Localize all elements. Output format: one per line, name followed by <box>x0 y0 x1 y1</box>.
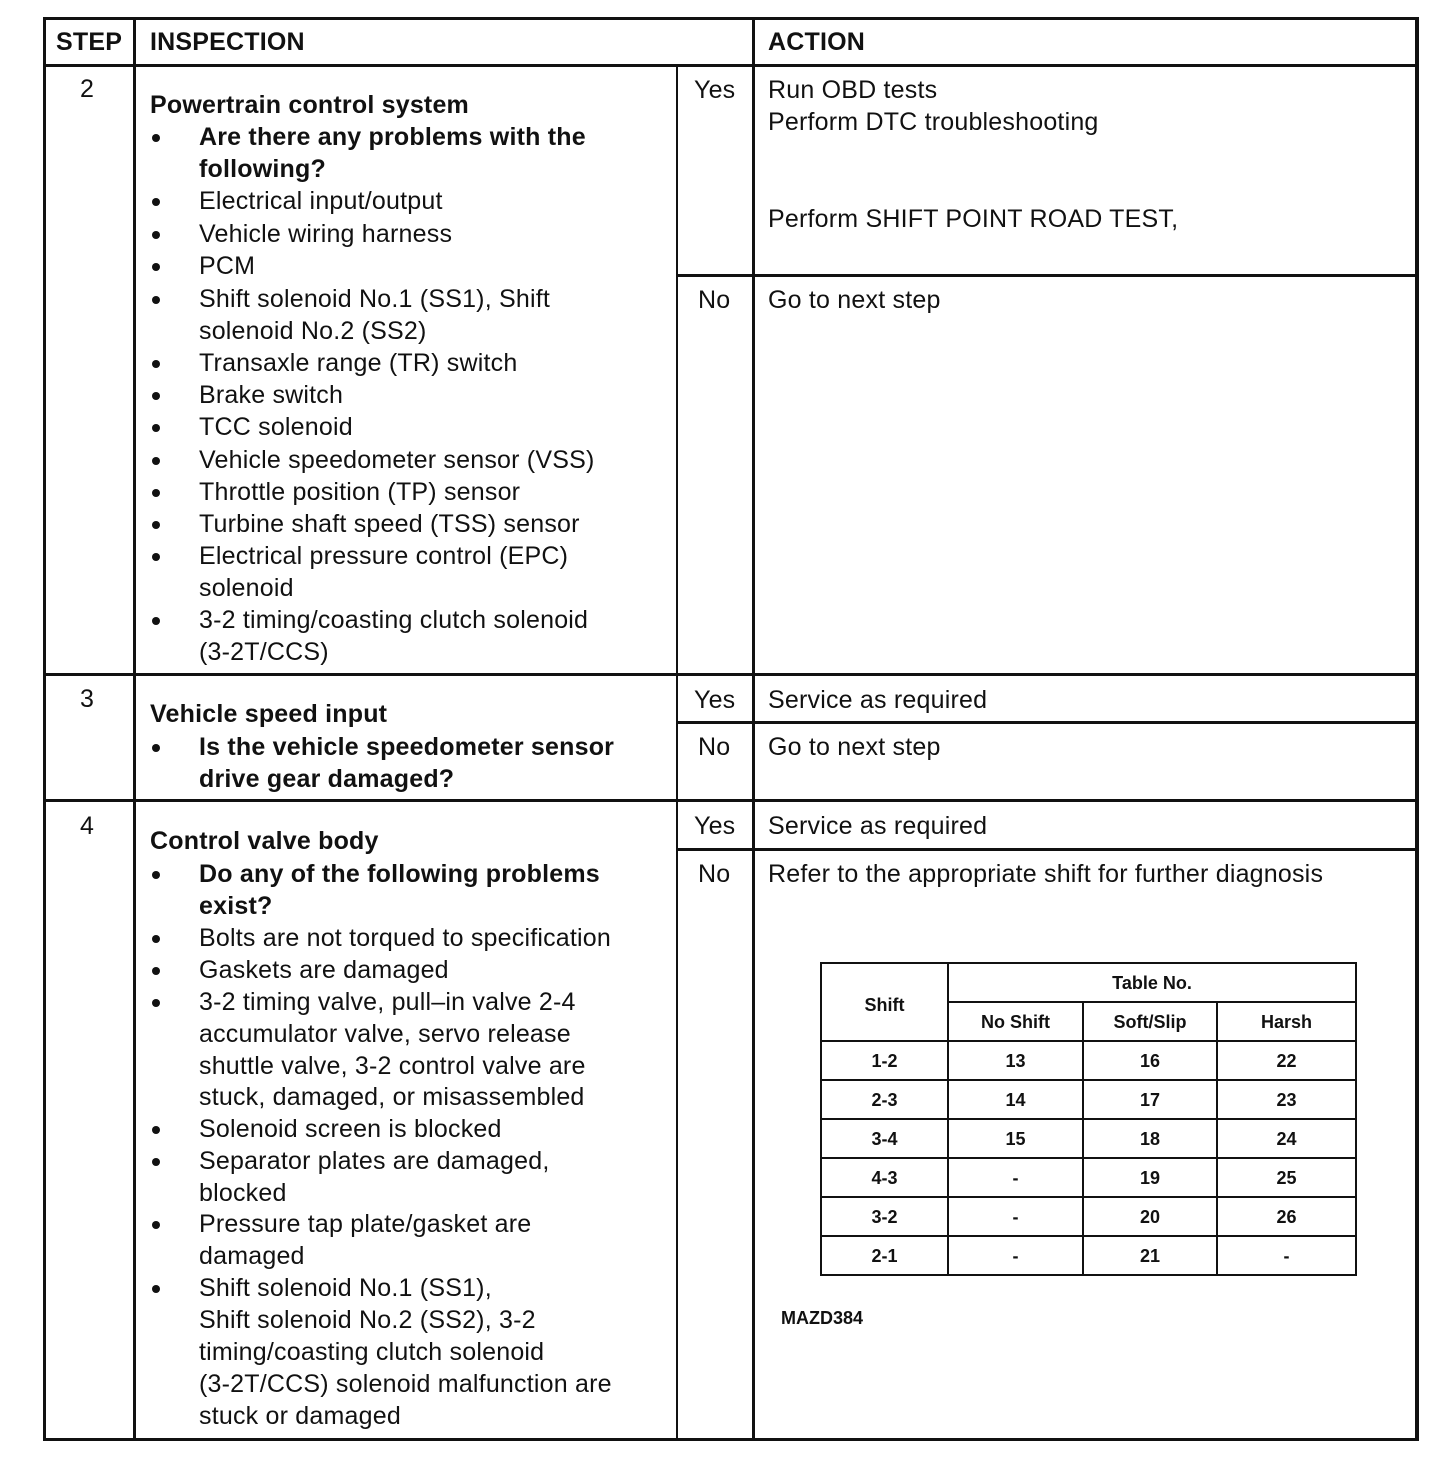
bullet-icon <box>152 231 160 239</box>
list-item: Shift solenoid No.1 (SS1), Shift <box>199 285 551 313</box>
list-item: blocked <box>199 1179 287 1207</box>
bullet-icon <box>152 489 160 497</box>
bullet-icon <box>152 617 160 625</box>
cell-soft-slip: 18 <box>1139 1129 1161 1149</box>
shift-column-header: Shift <box>864 995 905 1015</box>
header-inspection: INSPECTION <box>150 28 305 56</box>
column-header-soft-slip: Soft/Slip <box>1113 1012 1187 1032</box>
no-label: No <box>698 733 731 761</box>
inspection-question: Do any of the following problems <box>199 860 600 888</box>
cell-harsh: 23 <box>1276 1090 1297 1110</box>
step-number: 3 <box>80 685 95 713</box>
yes-label: Yes <box>694 686 736 714</box>
cell-harsh: 25 <box>1276 1168 1297 1188</box>
list-item: Shift solenoid No.1 (SS1), <box>199 1274 492 1302</box>
column-header-harsh: Harsh <box>1260 1012 1313 1032</box>
inspection-question: drive gear damaged? <box>199 765 455 793</box>
cell-harsh: 26 <box>1276 1207 1297 1227</box>
inspection-question: following? <box>199 155 326 183</box>
bullet-icon <box>152 392 160 400</box>
figure-id: MAZD384 <box>781 1308 864 1328</box>
bullet-icon <box>152 198 160 206</box>
cell-soft-slip: 20 <box>1139 1207 1161 1227</box>
list-item: Vehicle wiring harness <box>199 220 453 248</box>
list-item: TCC solenoid <box>199 413 353 441</box>
list-item: damaged <box>199 1242 305 1270</box>
bullet-icon <box>152 521 160 529</box>
inspection-question: exist? <box>199 892 273 920</box>
list-item: 3-2 timing/coasting clutch solenoid <box>199 606 589 634</box>
step-number: 2 <box>80 75 95 103</box>
cell-no-shift: - <box>1012 1168 1019 1188</box>
list-item: stuck, damaged, or misassembled <box>199 1083 585 1111</box>
yes-label: Yes <box>694 76 736 104</box>
list-item: solenoid No.2 (SS2) <box>199 317 427 345</box>
bullet-icon <box>152 1126 160 1134</box>
no-action: Refer to the appropriate shift for further diagnosis <box>768 860 1324 888</box>
yes-action: Service as required <box>768 686 988 714</box>
bullet-icon <box>152 1285 160 1293</box>
step-number: 4 <box>80 812 95 840</box>
no-action: Go to next step <box>768 733 941 761</box>
yes-action: Perform SHIFT POINT ROAD TEST, <box>768 205 1179 233</box>
header-action: ACTION <box>768 28 866 56</box>
cell-soft-slip: 19 <box>1139 1168 1161 1188</box>
cell-shift: 1-2 <box>871 1051 898 1071</box>
bullet-icon <box>152 424 160 432</box>
bullet-icon <box>152 134 160 142</box>
yes-action: Perform DTC troubleshooting <box>768 108 1099 136</box>
list-item: (3-2T/CCS) solenoid malfunction are <box>199 1370 612 1398</box>
list-item: 3-2 timing valve, pull–in valve 2-4 <box>199 988 576 1016</box>
cell-shift: 2-1 <box>871 1246 898 1266</box>
list-item: shuttle valve, 3-2 control valve are <box>199 1052 586 1080</box>
list-item: solenoid <box>199 574 294 602</box>
inspection-title: Powertrain control system <box>150 91 469 119</box>
cell-shift: 3-2 <box>871 1207 898 1227</box>
cell-harsh: 24 <box>1276 1129 1297 1149</box>
bullet-icon <box>152 263 160 271</box>
cell-soft-slip: 16 <box>1139 1051 1161 1071</box>
cell-no-shift: - <box>1012 1207 1019 1227</box>
header-step: STEP <box>56 28 123 56</box>
inspection-title: Control valve body <box>150 827 379 855</box>
list-item: Electrical input/output <box>199 187 443 215</box>
bullet-icon <box>152 1221 160 1229</box>
no-label: No <box>698 286 731 314</box>
yes-action: Service as required <box>768 812 988 840</box>
yes-action: Run OBD tests <box>768 76 938 104</box>
list-item: Transaxle range (TR) switch <box>199 349 518 377</box>
list-item: Turbine shaft speed (TSS) sensor <box>199 510 580 538</box>
cell-no-shift: - <box>1012 1246 1019 1266</box>
bullet-icon <box>152 457 160 465</box>
list-item: accumulator valve, servo release <box>199 1020 571 1048</box>
yes-label: Yes <box>694 812 736 840</box>
bullet-icon <box>152 935 160 943</box>
cell-no-shift: 15 <box>1005 1129 1026 1149</box>
list-item: Pressure tap plate/gasket are <box>199 1210 532 1238</box>
list-item: timing/coasting clutch solenoid <box>199 1338 545 1366</box>
cell-soft-slip: 21 <box>1139 1246 1161 1266</box>
cell-soft-slip: 17 <box>1139 1090 1161 1110</box>
cell-harsh: - <box>1283 1246 1290 1266</box>
list-item: Throttle position (TP) sensor <box>199 478 521 506</box>
list-item: Gaskets are damaged <box>199 956 449 984</box>
no-action: Go to next step <box>768 286 941 314</box>
cell-no-shift: 13 <box>1005 1051 1026 1071</box>
list-item: Vehicle speedometer sensor (VSS) <box>199 446 595 474</box>
cell-harsh: 22 <box>1276 1051 1297 1071</box>
table-no-group-header: Table No. <box>1112 973 1192 993</box>
inspection-question: Is the vehicle speedometer sensor <box>199 733 615 761</box>
cell-shift: 2-3 <box>871 1090 898 1110</box>
cell-shift: 4-3 <box>871 1168 898 1188</box>
list-item: stuck or damaged <box>199 1402 401 1430</box>
inspection-title: Vehicle speed input <box>150 700 388 728</box>
cell-no-shift: 14 <box>1005 1090 1026 1110</box>
list-item: (3-2T/CCS) <box>199 638 329 666</box>
list-item: Shift solenoid No.2 (SS2), 3-2 <box>199 1306 536 1334</box>
list-item: PCM <box>199 252 256 280</box>
column-header-no-shift: No Shift <box>981 1012 1050 1032</box>
inspection-question: Are there any problems with the <box>199 123 586 151</box>
bullet-icon <box>152 1158 160 1166</box>
list-item: Separator plates are damaged, <box>199 1147 550 1175</box>
no-label: No <box>698 860 731 888</box>
bullet-icon <box>152 744 160 752</box>
list-item: Solenoid screen is blocked <box>199 1115 502 1143</box>
bullet-icon <box>152 360 160 368</box>
list-item: Electrical pressure control (EPC) <box>199 542 569 570</box>
bullet-icon <box>152 871 160 879</box>
bullet-icon <box>152 999 160 1007</box>
cell-shift: 3-4 <box>871 1129 898 1149</box>
list-item: Bolts are not torqued to specification <box>199 924 612 952</box>
bullet-icon <box>152 296 160 304</box>
bullet-icon <box>152 967 160 975</box>
bullet-icon <box>152 553 160 561</box>
list-item: Brake switch <box>199 381 344 409</box>
